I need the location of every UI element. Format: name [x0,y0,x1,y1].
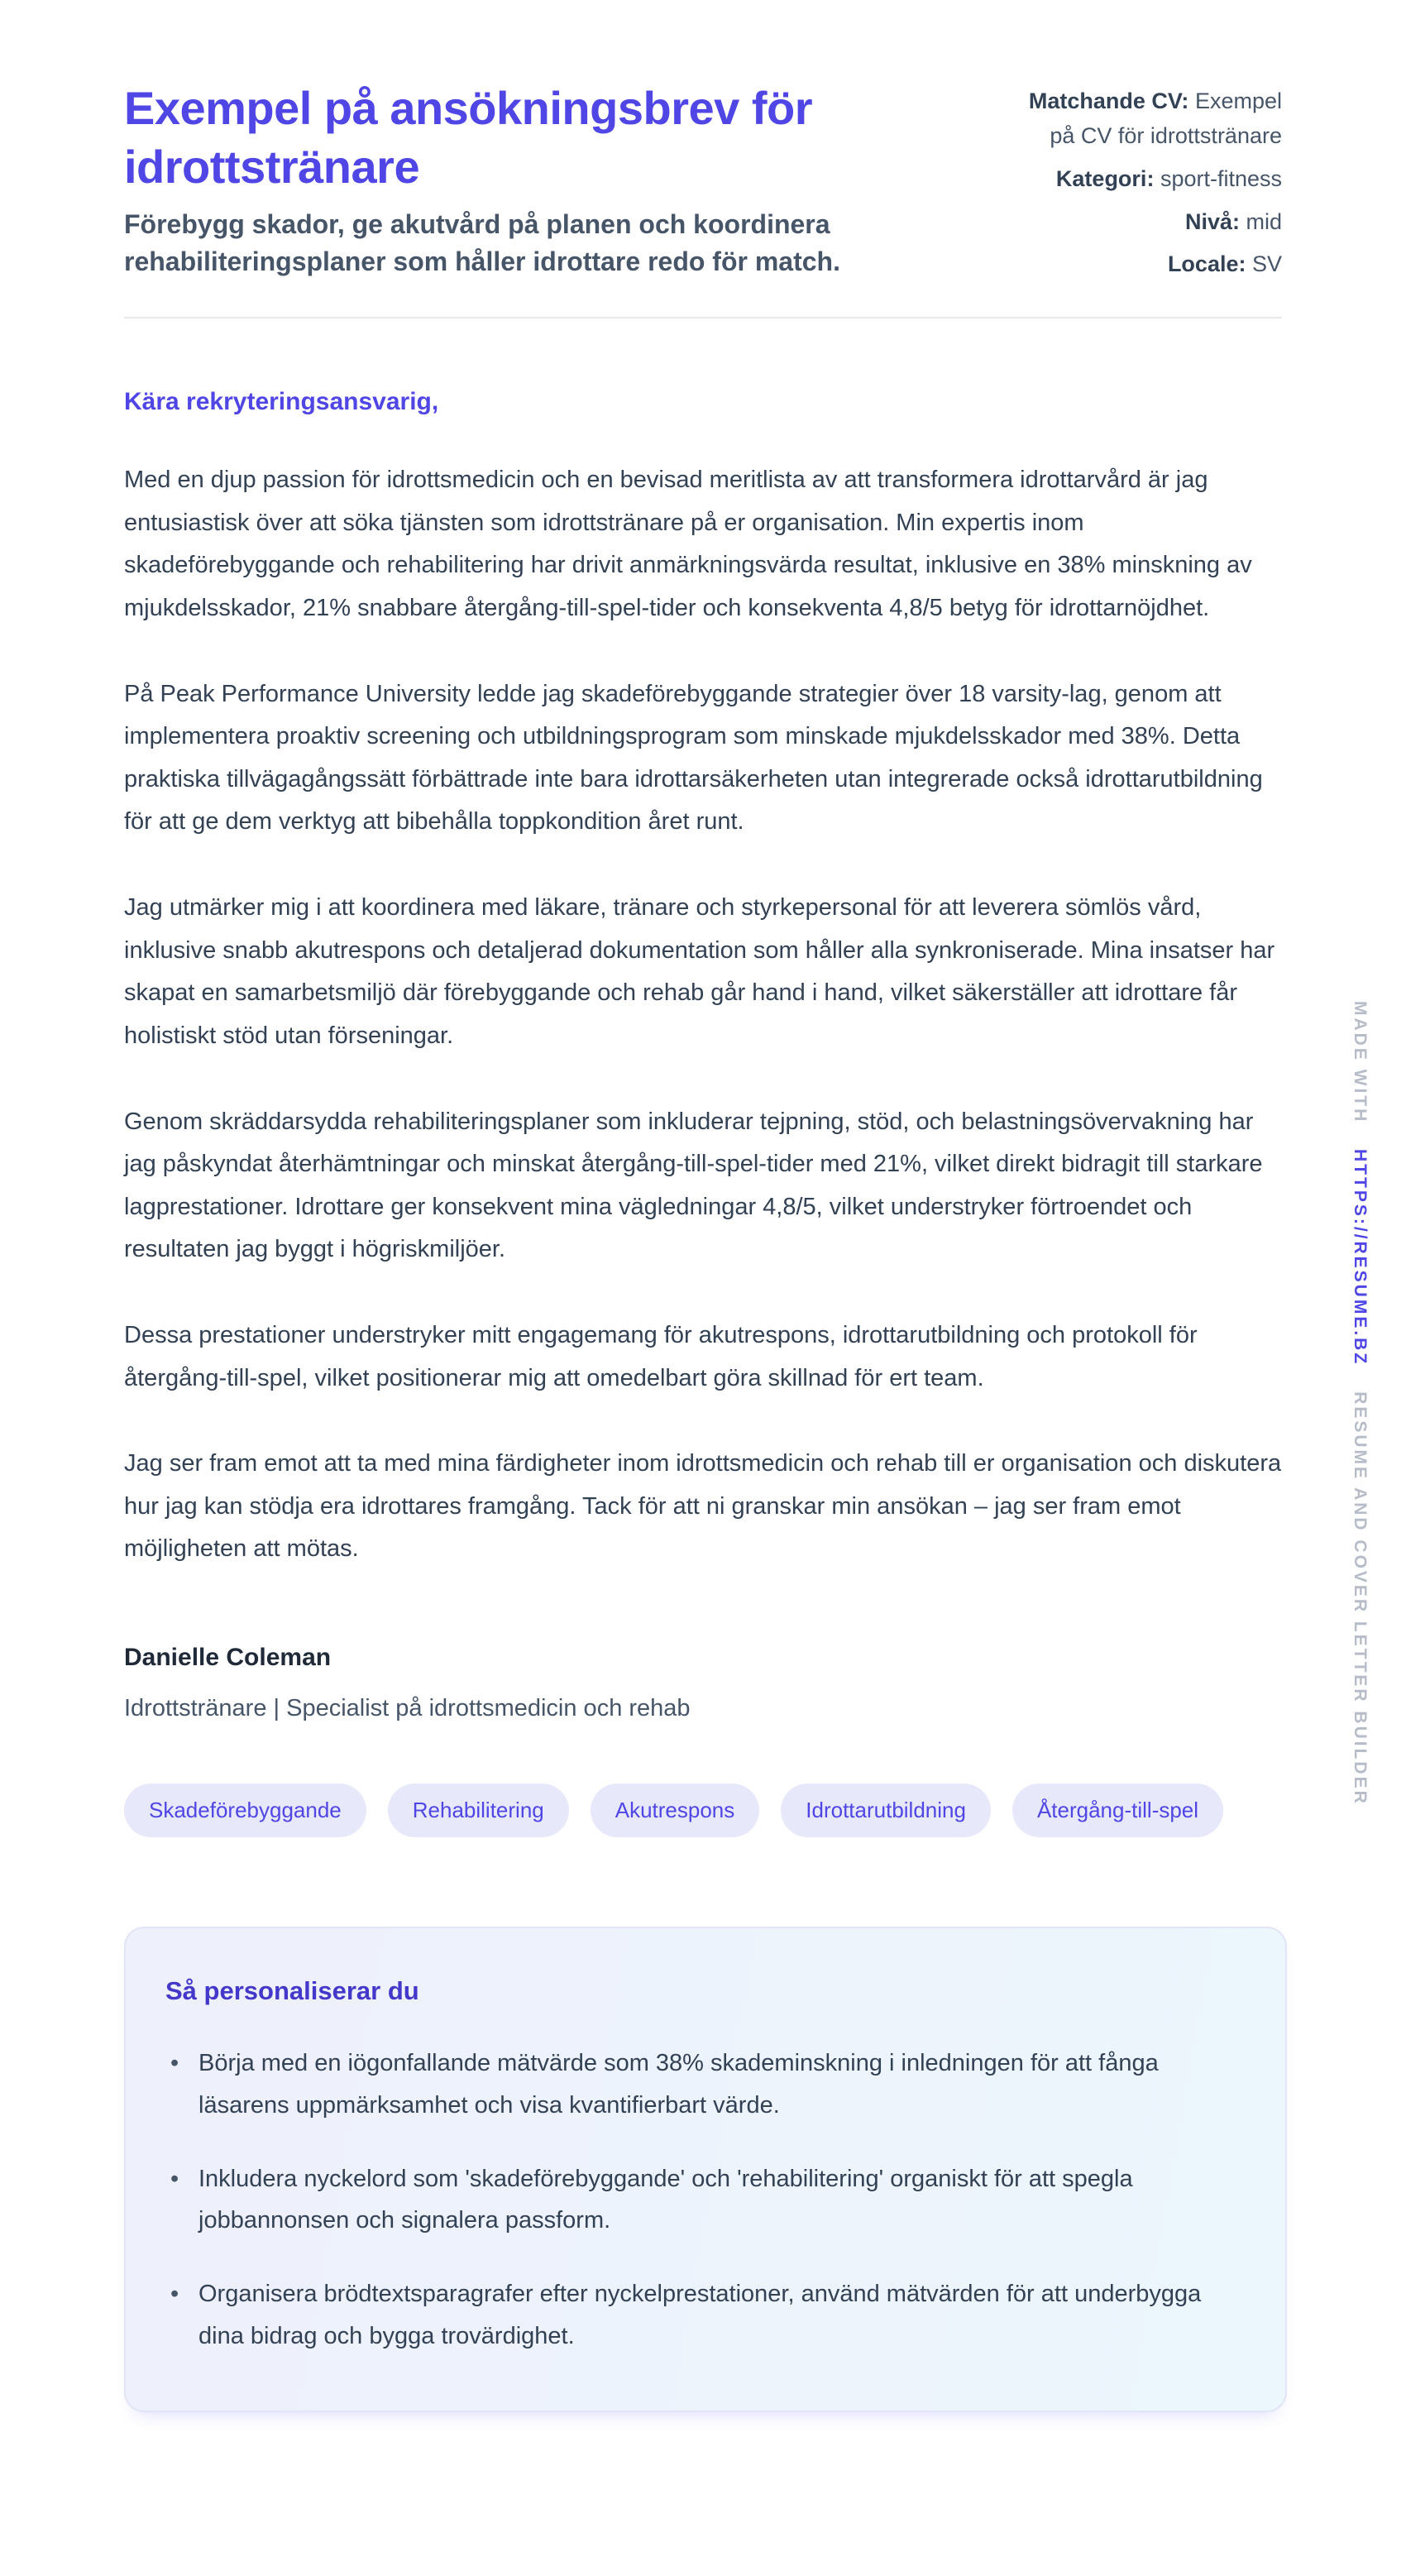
page-title: Exempel på ansökningsbrev för idrottstränare [124,82,812,193]
letter-paragraph-2: På Peak Performance University ledde jag skadeförebyggande strategier över 18 varsity-lag, genom att implementera proaktiv screening och utbildningsprogram som minskade mjukdelsskador med 38%. Detta praktiska tillvägagångssätt förbättrade inte bara idrottarsäkerheten utan integrerade också idrottarutbildning för att ge dem verktyg att bibehålla toppkondition året runt. [124,680,1263,836]
tips-list [165,2042,1246,2358]
meta-level [1026,205,1282,240]
tag-atergang-till-spel: Återgång-till-spel [1012,1784,1223,1837]
watermark-resume-bz-link[interactable]: HTTPS://RESUME.BZ [1351,1149,1370,1367]
tip-item-1: • Börja med en iögonfallande mätvärde som 38% skademinskning i inledningen för att fånga läsarens uppmärksamhet och visa kvantifierbart värde. [165,2042,1246,2127]
letter-greeting: Kära rekryteringsansvarig, [124,388,439,416]
meta-category-value: sport-fitness [1154,165,1282,191]
meta-level-label: Nivå: [1184,208,1240,234]
page-header [124,79,1282,290]
personalization-tips-card [124,1927,1287,2412]
letter-paragraph-3: Jag utmärker mig i att koordinera med läkare, tränare och styrkepersonal för att leverera sömlös vård, inklusive snabb akutrespons och detaljerad dokumentation som håller alla synkroniserade. Mina insatser har skapat en samarbetsmiljö där förebyggande och rehab går hand i hand, vilket säkerställer att idrottare får holistiskt stöd utan förseningar. [124,894,1275,1049]
watermark-prefix: MADE WITH [1351,1001,1370,1124]
tag-skadeforebyggande: Skadeförebyggande [124,1784,366,1837]
signature-name: Danielle Coleman [124,1644,332,1672]
cover-letter-page [0,79,1406,2412]
side-watermark [1350,1001,1370,1806]
tag-akutrespons: Akutrespons [591,1784,760,1837]
watermark-suffix: RESUME AND COVER LETTER BUILDER [1351,1391,1370,1806]
signature-role: Idrottstränare | Specialist på idrottsmedicin och rehab [124,1695,691,1722]
meta-category-label: Kategori: [1055,165,1155,191]
meta-matching-cv-label: Matchande CV: [1028,89,1189,113]
meta-matching-cv [1026,84,1282,154]
meta-level-value: mid [1239,208,1282,234]
header-divider [124,317,1282,318]
meta-category [1026,162,1282,197]
letter-body [124,388,1282,1722]
tips-heading: Så personaliserar du [165,1976,419,2006]
letter-paragraph-5: Dessa prestationer understryker mitt engagemang för akutrespons, idrottarutbildning och protokoll för återgång-till-spel, vilket positionerar mig att omedelbart göra skillnad för ert team. [124,1321,1198,1391]
tip-item-2: • Inkludera nyckelord som 'skadeförebyggande' och 'rehabilitering' organiskt för att spegla jobbannonsen och signalera passform. [165,2158,1246,2243]
meta-locale [1026,247,1282,282]
tag-idrottarutbildning: Idrottarutbildning [781,1784,991,1837]
header-title-block [124,79,893,280]
letter-paragraph-6: Jag ser fram emot att ta med mina färdigheter inom idrottsmedicin och rehab till er organisation och diskutera hur jag kan stödja era idrottares framgång. Tack för att ni granskar min ansökan – jag ser fram emot möjligheten att mötas. [124,1450,1282,1563]
tip-item-3: • Organisera brödtextsparagrafer efter nyckelprestationer, använd mätvärden för att underbygga dina bidrag och bygga trovärdighet. [165,2273,1246,2358]
meta-locale-value: SV [1246,251,1282,277]
meta-matching-cv-value: Exempel på CV för idrottstränare [1050,89,1282,148]
tag-rehabilitering: Rehabilitering [388,1784,569,1837]
letter-paragraph-4: Genom skräddarsydda rehabiliteringsplaner som inkluderar tejpning, stöd, och belastningsövervakning har jag påskyndat återhämtningar och minskat återgång-till-spel-tider med 21%, vilket direkt bidragit till starkare lagprestationer. Idrottare ger konsekvent mina vägledningar 4,8/5, vilket understryker förtroendet och resultaten jag byggt i högriskmiljöer. [124,1108,1263,1263]
meta-block [1026,84,1282,290]
tag-list [124,1784,1282,1837]
page-subtitle: Förebygg skador, ge akutvård på planen och koordinera rehabiliteringsplaner som håller idrottare redo för match. [124,209,840,276]
letter-paragraph-1: Med en djup passion för idrottsmedicin och en bevisad meritlista av att transformera idrottarvård är jag entusiastisk över att söka tjänsten som idrottstränare på er organisation. Min expertis inom skadeförebyggande och rehabilitering har drivit anmärkningsvärda resultat, inklusive en 38% minskning av mjukdelsskador, 21% snabbare återgång-till-spel-tider och konsekventa 4,8/5 betyg för idrottarnöjdhet. [124,467,1252,622]
meta-locale-label: Locale: [1167,251,1246,277]
